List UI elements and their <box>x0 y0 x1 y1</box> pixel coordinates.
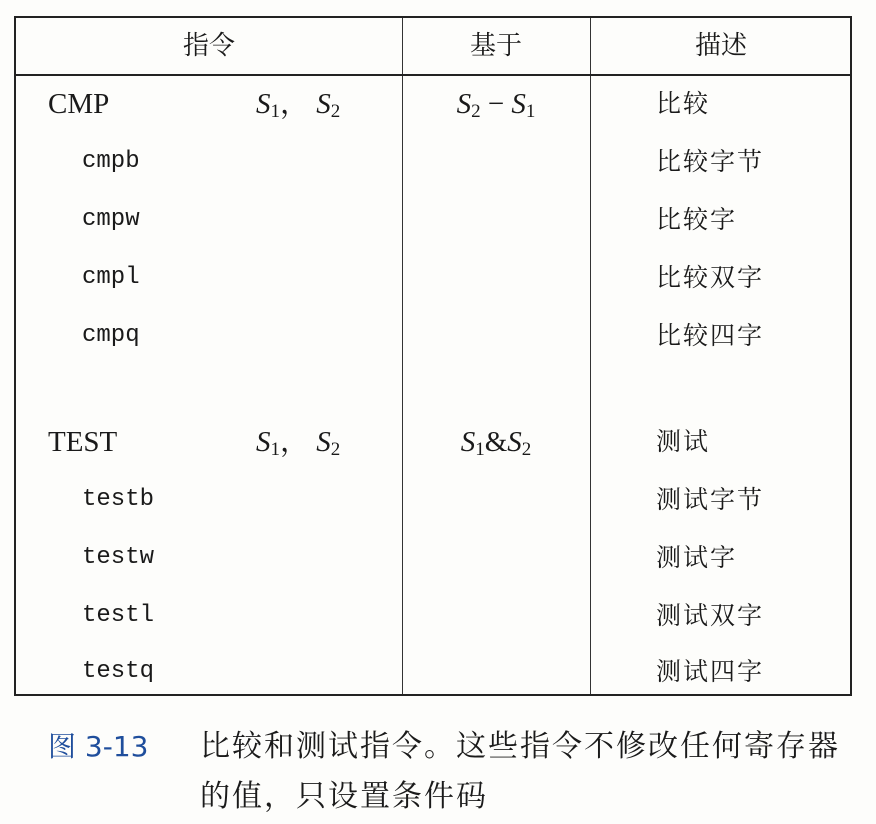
table-row <box>16 596 850 636</box>
table-row <box>16 538 850 578</box>
header-instruction: 指令 <box>182 31 235 61</box>
description: 测试字节 <box>656 485 765 514</box>
description: 比较字节 <box>656 147 765 176</box>
instruction-variant: testb <box>82 486 155 513</box>
instruction-name: CMP <box>48 88 110 120</box>
description: 测试字 <box>656 543 738 572</box>
description: 比较 <box>656 89 711 118</box>
description: 测试 <box>656 427 711 456</box>
instruction-variant: cmpw <box>82 206 140 233</box>
figure-label: 图 3-13 <box>48 730 149 763</box>
operands: S1， S2 <box>256 88 341 122</box>
table-row <box>16 480 850 520</box>
instruction-variant: testq <box>82 658 155 685</box>
based-on-expression: S2 − S1 <box>456 88 536 122</box>
header-description: 描述 <box>694 31 747 61</box>
description: 测试四字 <box>656 657 765 686</box>
header-divider <box>16 74 850 76</box>
table-row <box>16 316 850 356</box>
instruction-name: TEST <box>48 426 118 458</box>
description: 比较双字 <box>656 263 765 292</box>
header-based-on: 基于 <box>469 31 522 61</box>
instruction-variant: cmpb <box>82 148 140 175</box>
description: 比较四字 <box>656 321 765 350</box>
instruction-variant: cmpq <box>82 322 140 349</box>
instruction-variant: cmpl <box>82 264 140 291</box>
operands: S1， S2 <box>256 426 341 460</box>
table-row-cmp <box>16 84 850 124</box>
instruction-variant: testw <box>82 544 155 571</box>
instruction-table <box>14 16 852 696</box>
description: 测试双字 <box>656 601 765 630</box>
description: 比较字 <box>656 205 738 234</box>
instruction-variant: testl <box>82 602 155 629</box>
caption-text: 比较和测试指令。这些指令不修改任何寄存器的值，只设置条件码 <box>200 729 840 814</box>
table-row-test <box>16 422 850 462</box>
table-row <box>16 258 850 298</box>
table-row <box>16 200 850 240</box>
table-row <box>16 142 850 182</box>
based-on-expression: S1&S2 <box>460 426 532 460</box>
table-row <box>16 652 850 692</box>
